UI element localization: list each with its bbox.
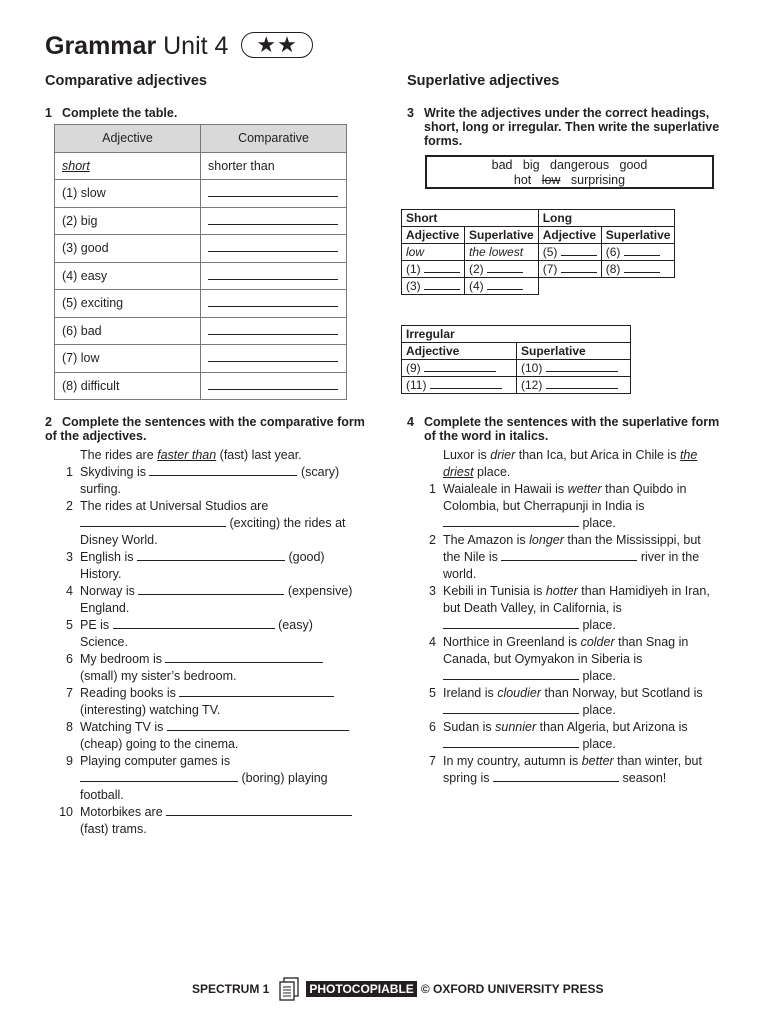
row-label: (4) easy	[55, 262, 201, 290]
list-item: 4 Northice in Greenland is colder than Snag in Canada, but Oymyakon in Siberia is place.	[429, 635, 689, 683]
list-item: 9 Playing computer games is (boring) playing football.	[66, 754, 328, 802]
answer-cell[interactable]: (3)	[402, 278, 465, 295]
answer-blank[interactable]	[201, 180, 347, 208]
photocopy-icon	[278, 977, 300, 1001]
list-item: 2 The rides at Universal Studios are (exciting) the rides at Disney World.	[66, 499, 346, 547]
answer-blank[interactable]	[80, 771, 238, 782]
row-label: (3) good	[55, 235, 201, 263]
irregular-table	[401, 325, 631, 394]
instruction-text: Complete the table.	[62, 106, 178, 120]
list-item: 2 The Amazon is longer than the Mississippi, but the Nile is river in the world.	[429, 533, 701, 581]
answer-blank[interactable]	[201, 345, 347, 373]
irregular-header: Irregular	[402, 326, 631, 343]
page-title	[45, 32, 313, 61]
exercise-number: 2	[45, 415, 52, 429]
list-item: 7 In my country, autumn is better than winter, but spring is season!	[429, 754, 702, 785]
answer-blank[interactable]	[493, 771, 619, 782]
list-item: 5 PE is (easy) Science.	[66, 618, 313, 649]
answer-blank[interactable]	[113, 618, 275, 629]
footer-publisher: © OXFORD UNIVERSITY PRESS	[420, 982, 604, 996]
answer-cell[interactable]: (5)	[538, 244, 601, 261]
answer-blank[interactable]	[201, 207, 347, 235]
col-header-adjective: Adjective	[402, 343, 517, 360]
footer-brand: SPECTRUM 1	[192, 982, 270, 996]
example-sentence: The rides are faster than (fast) last year.	[80, 448, 302, 462]
list-item: 7 Reading books is (interesting) watching TV.	[45, 685, 375, 719]
word-box	[425, 155, 714, 189]
list-item: 8 Watching TV is (cheap) going to the cinema.	[45, 719, 375, 753]
table-row	[55, 290, 347, 318]
table-row	[55, 180, 347, 208]
example-superlative: the lowest	[465, 244, 539, 261]
col-header-comparative: Comparative	[201, 125, 347, 153]
answer-cell[interactable]: (11)	[402, 377, 517, 394]
answer-cell[interactable]: (10)	[517, 360, 631, 377]
short-header: Short	[402, 210, 539, 227]
list-item: 5 Ireland is cloudier than Norway, but Scotland is place.	[429, 686, 703, 717]
instruction-text: Write the adjectives under the correct headings, short, long or irregular. Then write the superlative forms.	[424, 106, 720, 148]
photocopiable-badge: PHOTOCOPIABLE	[306, 981, 416, 997]
answer-cell[interactable]: (7)	[538, 261, 601, 278]
exercise-2-list	[45, 447, 375, 838]
page-footer	[192, 977, 603, 1001]
exercise-4-list	[408, 447, 738, 787]
example-adjective: low	[402, 244, 465, 261]
answer-blank[interactable]	[166, 805, 352, 816]
table-header-row	[55, 125, 347, 153]
answer-blank[interactable]	[201, 262, 347, 290]
exercise-number: 4	[407, 415, 414, 429]
answer-blank[interactable]	[137, 550, 285, 561]
answer-blank[interactable]	[201, 290, 347, 318]
answer-cell[interactable]: (8)	[601, 261, 675, 278]
answer-blank[interactable]	[443, 516, 579, 527]
answer-cell[interactable]: (9)	[402, 360, 517, 377]
table-row	[55, 235, 347, 263]
word-box-line-2: hot low surprising	[513, 173, 626, 187]
answer-blank[interactable]	[201, 372, 347, 400]
answer-cell[interactable]: (2)	[465, 261, 539, 278]
example-adjective-text: short	[62, 158, 90, 173]
word-box-line-1: bad big dangerous good	[491, 158, 648, 172]
short-long-table	[401, 209, 675, 295]
answer-cell[interactable]: (6)	[601, 244, 675, 261]
example-sentence: Luxor is drier than Ica, but Arica in Chile is the driest place.	[443, 448, 698, 479]
row-label: (6) bad	[55, 317, 201, 345]
list-item: 3 Kebili in Tunisia is hotter than Hamidiyeh in Iran, but Death Valley, in California, is place.	[429, 584, 710, 632]
struck-word: low	[541, 173, 561, 187]
exercise-2-instruction	[45, 415, 365, 443]
answer-cell[interactable]: (4)	[465, 278, 539, 295]
exercise-4-instruction	[407, 415, 727, 443]
answer-blank[interactable]	[167, 720, 349, 731]
table-row	[55, 345, 347, 373]
answer-blank[interactable]	[443, 618, 579, 629]
long-header: Long	[538, 210, 675, 227]
answer-blank[interactable]	[149, 465, 297, 476]
answer-blank[interactable]	[443, 669, 579, 680]
answer-blank[interactable]	[443, 737, 579, 748]
example-comparative: shorter than	[201, 152, 347, 180]
answer-blank[interactable]	[443, 703, 579, 714]
difficulty-stars-badge: ★★	[241, 32, 312, 58]
list-item: 6 Sudan is sunnier than Algeria, but Arizona is place.	[429, 720, 688, 751]
comparative-table	[54, 124, 347, 400]
exercise-number: 1	[45, 106, 52, 120]
col-header-superlative: Superlative	[601, 227, 675, 244]
table-row	[55, 262, 347, 290]
answer-cell[interactable]: (12)	[517, 377, 631, 394]
answer-blank[interactable]	[80, 516, 226, 527]
col-header-adjective: Adjective	[55, 125, 201, 153]
list-item: 1 Skydiving is (scary) surfing.	[66, 465, 340, 496]
answer-blank[interactable]	[138, 584, 284, 595]
instruction-text: Complete the sentences with the comparative form of the adjectives.	[45, 415, 365, 443]
section-title-comparative: Comparative adjectives	[45, 73, 207, 89]
table-row	[55, 372, 347, 400]
table-row	[55, 207, 347, 235]
answer-blank[interactable]	[201, 235, 347, 263]
title-bold: Grammar	[45, 32, 157, 60]
table-row	[55, 317, 347, 345]
table-row-example	[55, 152, 347, 180]
answer-blank[interactable]	[501, 550, 637, 561]
exercise-1-instruction	[45, 106, 177, 120]
row-label: (7) low	[55, 345, 201, 373]
col-header-superlative: Superlative	[465, 227, 539, 244]
list-item: 6 My bedroom is (small) my sister’s bedroom.	[45, 651, 375, 685]
example-adjective	[55, 152, 201, 180]
list-item: 1 Waialeale in Hawaii is wetter than Quibdo in Colombia, but Cherrapunji in India is place.	[429, 482, 687, 530]
list-item: 3 English is (good) History.	[66, 550, 325, 581]
col-header-adjective: Adjective	[538, 227, 601, 244]
col-header-adjective: Adjective	[402, 227, 465, 244]
row-label: (1) slow	[55, 180, 201, 208]
title-unit: Unit 4	[156, 32, 229, 60]
answer-blank[interactable]	[179, 686, 334, 697]
answer-blank[interactable]	[201, 317, 347, 345]
row-label: (8) difficult	[55, 372, 201, 400]
list-item: 10 Motorbikes are (fast) trams.	[45, 804, 375, 838]
col-header-superlative: Superlative	[517, 343, 631, 360]
row-label: (2) big	[55, 207, 201, 235]
row-label: (5) exciting	[55, 290, 201, 318]
answer-cell[interactable]: (1)	[402, 261, 465, 278]
list-item: 4 Norway is (expensive) England.	[66, 584, 353, 615]
section-title-superlative: Superlative adjectives	[407, 73, 560, 89]
instruction-text: Complete the sentences with the superlative form of the word in italics.	[424, 415, 720, 443]
answer-blank[interactable]	[165, 652, 323, 663]
exercise-number: 3	[407, 106, 414, 120]
exercise-3-instruction	[407, 106, 737, 148]
